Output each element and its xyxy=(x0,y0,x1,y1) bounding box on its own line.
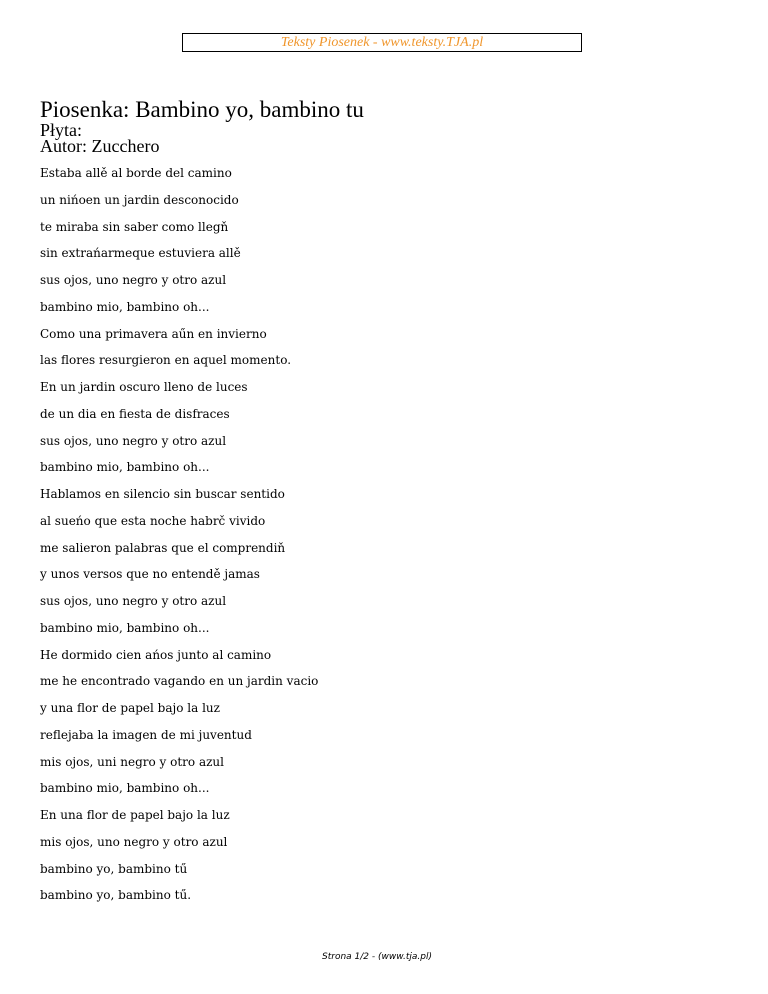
lyric-line: de un dia en fiesta de disfraces xyxy=(40,406,230,421)
lyric-line: sin extrańarmeque estuviera allě xyxy=(40,246,241,261)
lyric-line: En un jardin oscuro lleno de luces xyxy=(40,380,248,394)
album-label: Płyta: xyxy=(40,120,83,140)
lyrics-list xyxy=(40,166,318,915)
lyric-line: bambino yo, bambino tű. xyxy=(40,888,192,903)
lyric-line: bambino mio, bambino oh... xyxy=(40,620,210,635)
lyric-line: me he encontrado vagando en un jardin vacio xyxy=(40,674,319,689)
lyric-line: bambino yo, bambino tű xyxy=(40,861,188,876)
lyric-line: al sueńo que esta noche habrč vivido xyxy=(40,513,266,528)
lyric-line: Hablamos en silencio sin buscar sentido xyxy=(40,487,285,501)
lyric-line: sus ojos, uno negro y otro azul xyxy=(40,273,227,287)
lyric-line: y unos versos que no entendě jamas xyxy=(40,567,260,582)
lyric-line: un nińoen un jardin desconocido xyxy=(40,192,239,207)
author-label: Autor: Zucchero xyxy=(40,136,160,156)
page-footer: Strona 1/2 - (www.tja.pl) xyxy=(322,952,432,962)
lyric-line: bambino mio, bambino oh... xyxy=(40,460,210,475)
lyric-line: En una flor de papel bajo la luz xyxy=(40,808,230,822)
lyric-line: Estaba allě al borde del camino xyxy=(40,166,232,180)
lyric-line: las flores resurgieron en aquel momento. xyxy=(40,353,292,368)
lyric-line: y una flor de papel bajo la luz xyxy=(40,701,220,715)
lyric-line: bambino mio, bambino oh... xyxy=(40,781,210,796)
lyric-line: sus ojos, uno negro y otro azul xyxy=(40,594,227,608)
lyric-line: He dormido cien ańos junto al camino xyxy=(40,647,272,662)
lyric-line: Como una primavera aűn en invierno xyxy=(40,326,267,341)
lyric-line: sus ojos, uno negro y otro azul xyxy=(40,433,227,448)
lyric-line: te miraba sin saber como llegň xyxy=(40,219,229,234)
lyric-line: me salieron palabras que el comprendiň xyxy=(40,540,286,555)
site-banner: Teksty Piosenek - www.teksty.TJA.pl xyxy=(182,33,582,52)
song-title: Piosenka: Bambino yo, bambino tu xyxy=(40,97,364,122)
lyric-line: reflejaba la imagen de mi juventud xyxy=(40,727,252,742)
lyric-line: mis ojos, uni negro y otro azul xyxy=(40,754,225,769)
lyric-line: bambino mio, bambino oh... xyxy=(40,299,210,314)
lyric-line: mis ojos, uno negro y otro azul xyxy=(40,834,228,849)
